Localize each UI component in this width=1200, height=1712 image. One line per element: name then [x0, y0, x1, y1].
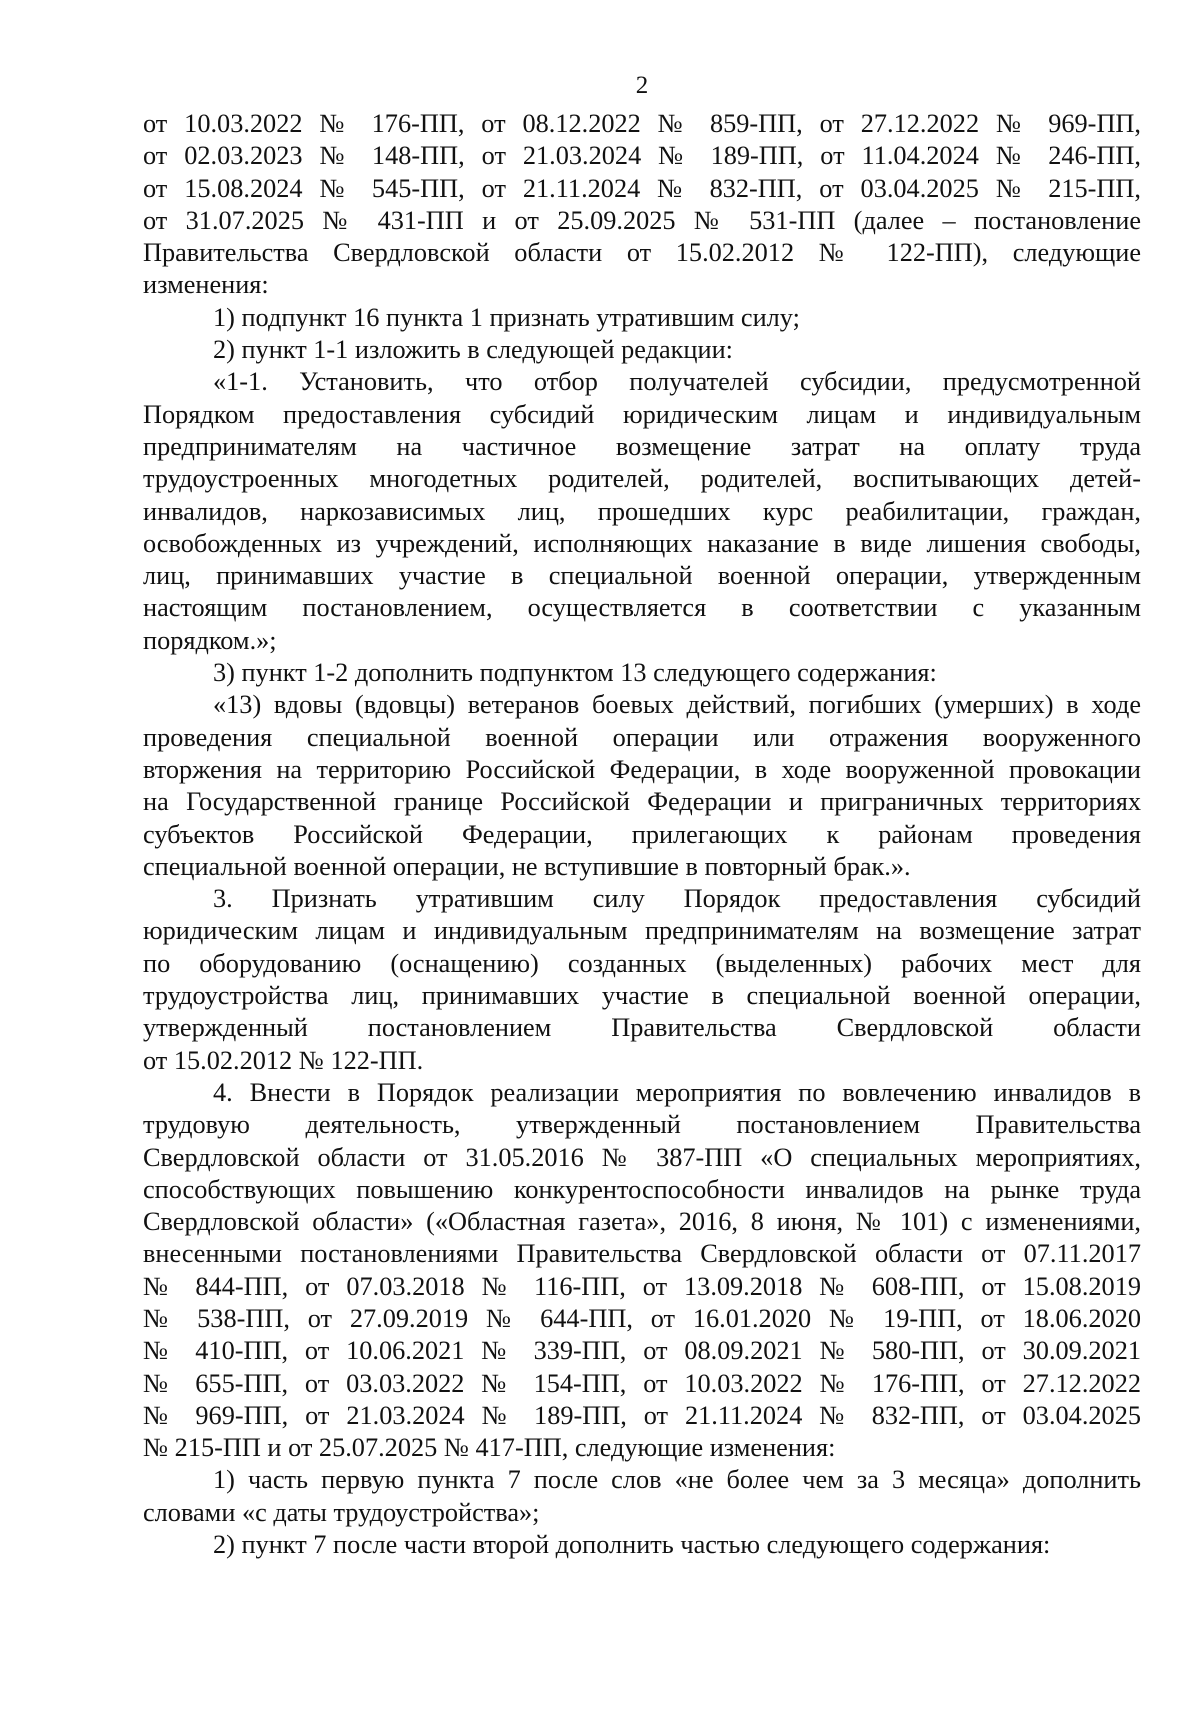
text-line: № 969-ПП, от 21.03.2024 № 189-ПП, от 21.11.2024 № 832-ПП, от 03.04.2025: [143, 1400, 1141, 1430]
text-line: Свердловской области от 31.05.2016 № 387-ПП «О специальных мероприятиях,: [143, 1142, 1141, 1172]
text-line: на Государственной границе Российской Федерации и приграничных территориях: [143, 787, 1141, 817]
text-line: 1) часть первую пункта 7 после слов «не более чем за 3 месяца» дополнить: [213, 1465, 1141, 1495]
text-line: № 410-ПП, от 10.06.2021 № 339-ПП, от 08.09.2021 № 580-ПП, от 30.09.2021: [143, 1336, 1141, 1366]
page-number: 2: [635, 72, 649, 99]
text-line: вторжения на территорию Российской Федерации, в ходе вооруженной провокации: [143, 754, 1141, 784]
text-line: 3) пункт 1-2 дополнить подпунктом 13 следующего содержания:: [213, 658, 937, 688]
text-line: от 15.02.2012 № 122-ПП.: [143, 1045, 424, 1075]
text-line: по оборудованию (оснащению) созданных (выделенных) рабочих мест для: [143, 948, 1141, 978]
text-line: юридическим лицам и индивидуальным предпринимателям на возмещение затрат: [143, 916, 1141, 946]
text-line: Правительства Свердловской области от 15.02.2012 № 122-ПП), следующие: [143, 238, 1141, 268]
text-line: от 15.08.2024 № 545-ПП, от 21.11.2024 № 832-ПП, от 03.04.2025 № 215-ПП,: [143, 173, 1141, 203]
text-line: лиц, принимавших участие в специальной военной операции, утвержденным: [143, 561, 1141, 591]
text-line: субъектов Российской Федерации, прилегающих к районам проведения: [143, 819, 1141, 849]
text-line: 3. Признать утратившим силу Порядок предоставления субсидий: [213, 884, 1141, 914]
text-line: Свердловской области» («Областная газета», 2016, 8 июня, № 101) с изменениями,: [143, 1207, 1141, 1237]
text-line: № 844-ПП, от 07.03.2018 № 116-ПП, от 13.09.2018 № 608-ПП, от 15.08.2019: [143, 1271, 1141, 1301]
text-line: специальной военной операции, не вступившие в повторный брак.».: [143, 851, 911, 881]
text-line: освобожденных из учреждений, исполняющих наказание в виде лишения свободы,: [143, 528, 1141, 558]
text-line: утвержденный постановлением Правительства Свердловской области: [143, 1013, 1141, 1043]
text-line: № 215-ПП и от 25.07.2025 № 417-ПП, следующие изменения:: [143, 1433, 836, 1463]
text-line: № 538-ПП, от 27.09.2019 № 644-ПП, от 16.01.2020 № 19-ПП, от 18.06.2020: [143, 1303, 1141, 1333]
text-line: 2) пункт 7 после части второй дополнить частью следующего содержания:: [213, 1530, 1051, 1560]
text-line: «13) вдовы (вдовцы) ветеранов боевых действий, погибших (умерших) в ходе: [213, 690, 1141, 720]
text-line: внесенными постановлениями Правительства Свердловской области от 07.11.2017: [143, 1239, 1141, 1269]
text-line: от 02.03.2023 № 148-ПП, от 21.03.2024 № 189-ПП, от 11.04.2024 № 246-ПП,: [143, 141, 1141, 171]
text-line: изменения:: [143, 270, 269, 300]
text-line: 1) подпункт 16 пункта 1 признать утратившим силу;: [213, 302, 800, 332]
text-line: проведения специальной военной операции или отражения вооруженного: [143, 722, 1141, 752]
text-line: Порядком предоставления субсидий юридическим лицам и индивидуальным: [143, 399, 1141, 429]
text-line: «1-1. Установить, что отбор получателей субсидии, предусмотренной: [213, 367, 1141, 397]
text-line: от 31.07.2025 № 431-ПП и от 25.09.2025 № 531-ПП (далее – постановление: [143, 205, 1141, 235]
text-line: словами «с даты трудоустройства»;: [143, 1497, 540, 1527]
text-line: от 10.03.2022 № 176-ПП, от 08.12.2022 № 859-ПП, от 27.12.2022 № 969-ПП,: [143, 109, 1141, 138]
text-line: трудоустройства лиц, принимавших участие в специальной военной операции,: [143, 981, 1141, 1011]
text-line: трудовую деятельность, утвержденный постановлением Правительства: [143, 1110, 1141, 1140]
text-line: трудоустроенных многодетных родителей, родителей, воспитывающих детей-: [143, 464, 1141, 494]
text-line: 2) пункт 1-1 изложить в следующей редакции:: [213, 335, 733, 365]
document-body: [143, 108, 1141, 1561]
document-page: [143, 70, 1141, 1561]
text-line: инвалидов, наркозависимых лиц, прошедших курс реабилитации, граждан,: [143, 496, 1141, 526]
text-line: порядком.»;: [143, 625, 277, 655]
text-line: предпринимателям на частичное возмещение затрат на оплату труда: [143, 431, 1141, 461]
text-line: 4. Внести в Порядок реализации мероприятия по вовлечению инвалидов в: [213, 1077, 1141, 1107]
text-line: настоящим постановлением, осуществляется в соответствии с указанным: [143, 593, 1141, 623]
text-line: № 655-ПП, от 03.03.2022 № 154-ПП, от 10.03.2022 № 176-ПП, от 27.12.2022: [143, 1368, 1141, 1398]
text-line: способствующих повышению конкурентоспособности инвалидов на рынке труда: [143, 1174, 1141, 1204]
